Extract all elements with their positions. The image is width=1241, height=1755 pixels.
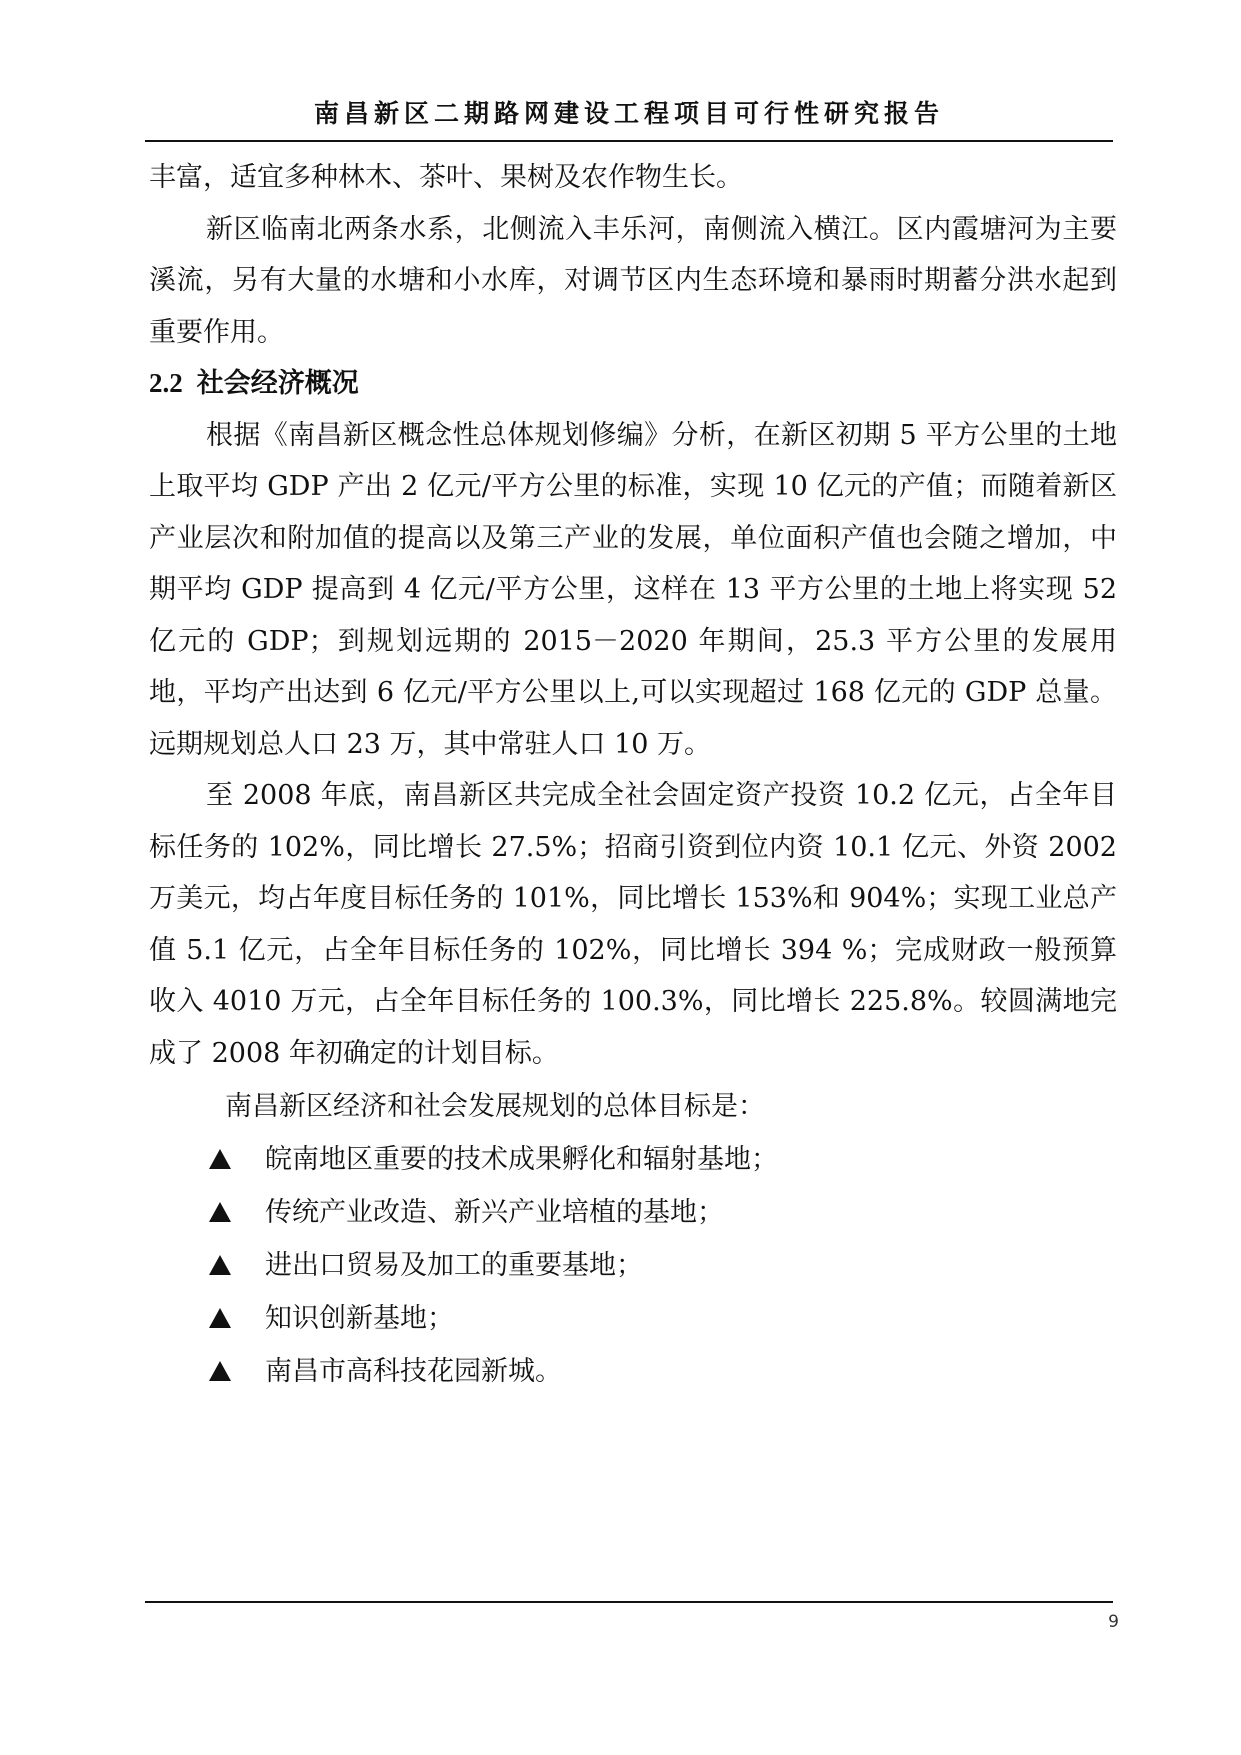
triangle-bullet-icon xyxy=(209,1202,231,1222)
triangle-bullet-icon xyxy=(209,1361,231,1381)
footer-rule xyxy=(145,1601,1113,1603)
section-title: 社会经济概况 xyxy=(196,368,359,399)
triangle-bullet-icon xyxy=(209,1149,231,1169)
goal-text: 南昌市高科技花园新城。 xyxy=(265,1355,562,1387)
page-number: 9 xyxy=(1108,1612,1119,1632)
goal-text: 知识创新基地； xyxy=(265,1302,454,1334)
goals-list xyxy=(149,1133,1117,1398)
goal-text: 进出口贸易及加工的重要基地； xyxy=(265,1249,643,1281)
list-item xyxy=(149,1186,1117,1239)
paragraph-planning-gdp: 根据《南昌新区概念性总体规划修编》分析，在新区初期 5 平方公里的土地上取平均 GDP 产出 2 亿元/平方公里的标准，实现 10 亿元的产值；而随着新区产业层次和附加值的提高以及第三产业的发展，单位面积产值也会随之增加，中期平均 GDP 提高到 4 亿元/平方公里，这样在 13 平方公里的土地上将实现 52 亿元的 GDP；到规划远期的 2015－2020 年期间，25.3 平方公里的发展用地，平均产出达到 6 亿元/平方公里以上,可以实现超过 168 亿元的 GDP 总量。远期规划总人口 23 万，其中常驻人口 10 万。 xyxy=(149,419,1117,760)
paragraph-continuation: 丰富，适宜多种林木、茶叶、果树及农作物生长。 xyxy=(149,162,743,193)
section-number: 2.2 xyxy=(149,368,183,398)
list-item xyxy=(149,1345,1117,1398)
goals-lead: 南昌新区经济和社会发展规划的总体目标是： xyxy=(225,1091,765,1122)
triangle-bullet-icon xyxy=(209,1255,231,1275)
paragraph-water-system: 新区临南北两条水系，北侧流入丰乐河，南侧流入横江。区内霞塘河为主要溪流，另有大量的水塘和小水库，对调节区内生态环境和暴雨时期蓄分洪水起到重要作用。 xyxy=(149,213,1117,348)
page-header-title: 南昌新区二期路网建设工程项目可行性研究报告 xyxy=(313,99,944,128)
list-item xyxy=(149,1239,1117,1292)
document-body xyxy=(149,152,1117,1398)
goal-text: 传统产业改造、新兴产业培植的基地； xyxy=(265,1196,724,1228)
list-item xyxy=(149,1292,1117,1345)
goal-text: 皖南地区重要的技术成果孵化和辐射基地； xyxy=(265,1143,778,1175)
header-rule xyxy=(145,140,1113,142)
section-heading xyxy=(149,358,1117,410)
paragraph-2008-results: 至 2008 年底，南昌新区共完成全社会固定资产投资 10.2 亿元，占全年目标任务的 102%，同比增长 27.5%；招商引资到位内资 10.1 亿元、外资 2002 万美元，均占年度目标任务的 101%，同比增长 153%和 904%；实现工业总产值 5.1 亿元，占全年目标任务的 102%，同比增长 394 %；完成财政一般预算收入 4010 万元，占全年目标任务的 100.3%，同比增长 225.8%。较圆满地完成了 2008 年初确定的计划目标。 xyxy=(149,780,1117,1069)
triangle-bullet-icon xyxy=(209,1308,231,1328)
list-item xyxy=(149,1133,1117,1186)
